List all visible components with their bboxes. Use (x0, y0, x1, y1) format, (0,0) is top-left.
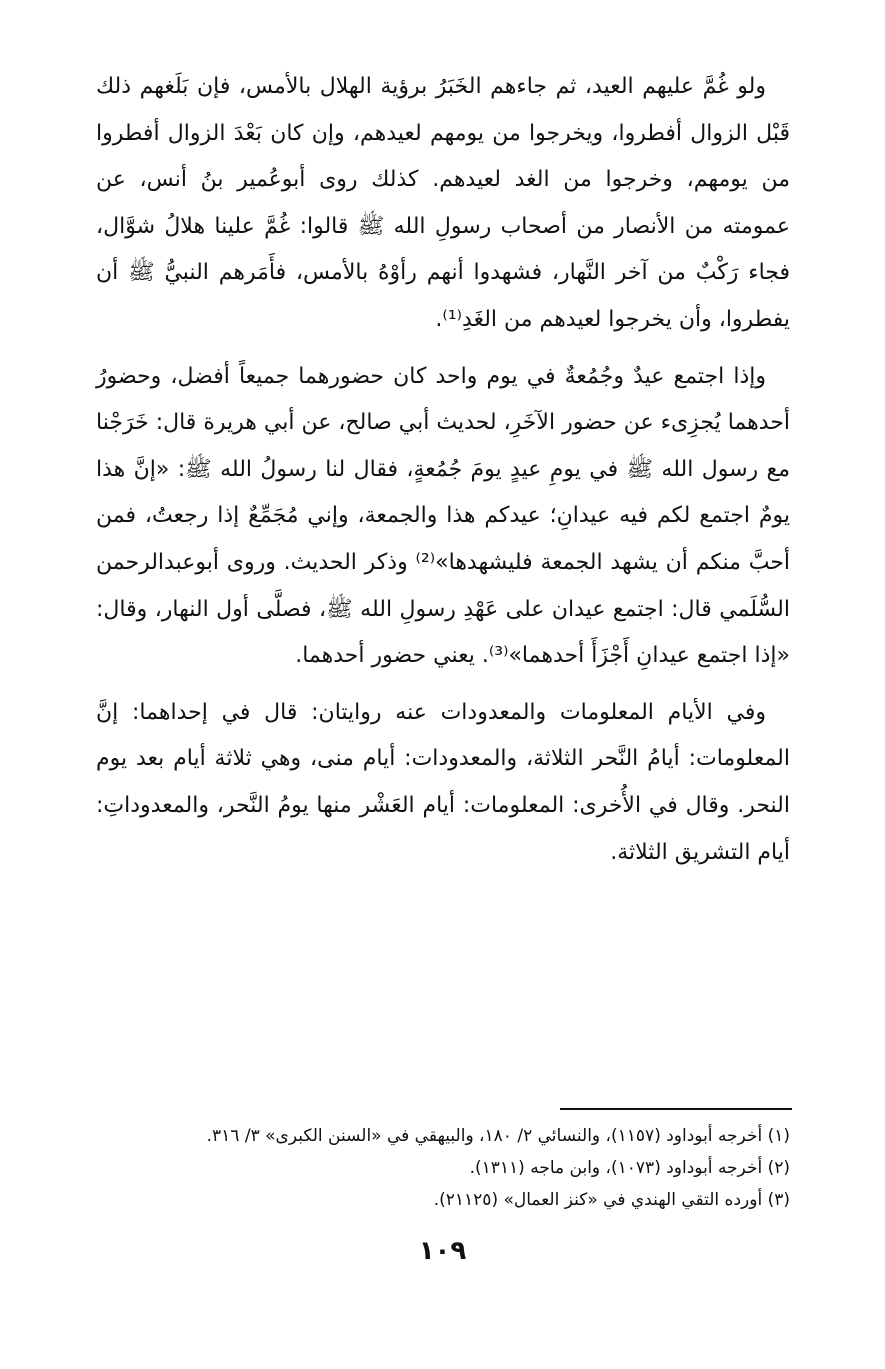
main-text (96, 64, 790, 886)
paragraph-eid-friday: وإذا اجتمع عيدٌ وجُمُعةٌ في يوم واحد كان حضورهما جميعاً أفضل، وحضورُ أحدهما يُجزِىء عن حضور الآخَرِ، لحديث أبي صالح، عن أبي هريرة قال: خَرَجْنا مع رسول الله ﷺ في يومِ عيدٍ يومَ جُمُعةٍ، فقال لنا رسولُ الله ﷺ: «إنَّ هذا يومٌ اجتمع لكم فيه عيدانِ؛ عيدكم هذا والجمعة، وإني مُجَمِّعٌ إذا رجعتُ، فمن أحبَّ منكم أن يشهد الجمعة فليشهدها»⁽²⁾ وذكر الحديث. وروى أبوعبدالرحمن السُّلَمي قال: اجتمع عيدان على عَهْدِ رسولِ الله ﷺ، فصلَّى أول النهار، وقال: «إذا اجتمع عيدانِ أَجْزَأَ أحدهما»⁽³⁾. يعني حضور أحدهما. (96, 363, 791, 669)
paragraph-eid-cloud: ولو غُمَّ عليهم العيد، ثم جاءهم الخَبَرُ برؤية الهلال بالأمس، فإن بَلَغهم ذلك قَبْل الزوال أفطروا، ويخرجوا من يومهم لعيدهم، وإن كان بَعْدَ الزوال أفطروا من يومهم، وخرجوا من الغد لعيدهم. كذلك روى أبوعُمير بنُ أنس، عن عمومته من الأنصار من أصحاب رسولِ الله ﷺ قالوا: غُمَّ علينا هلالُ شوَّال، فجاء رَكْبٌ من آخر النَّهار، فشهدوا أنهم رأوْهُ بالأمس، فأَمَرهم النبيُّ ﷺ أن يفطروا، وأن يخرجوا لعيدهم من الغَدِ⁽¹⁾. (96, 74, 790, 332)
paragraph-known-counted-days: وفي الأيام المعلومات والمعدودات عنه روايتان: قال في إحداهما: إنَّ المعلومات: أيامُ النَّحر الثلاثة، والمعدودات: أيام منى، وهي ثلاثة أيام بعد يوم النحر. وقال في الأُخرى: المعلومات: أيام العَشْر منها يومُ النَّحر، والمعدوداتِ: أيام التشريق الثلاثة. (96, 699, 790, 865)
footnote-2: (٢) أخرجه أبوداود (١٠٧٣)، وابن ماجه (١٣١١). (469, 1158, 790, 1178)
page-number: ١٠٩ (418, 1236, 467, 1266)
footnote-separator (560, 1108, 792, 1110)
footnotes (96, 1120, 790, 1216)
footnote-3: (٣) أورده التقي الهندي في «كنز العمال» (٢١١٢٥). (433, 1190, 790, 1210)
footnote-1: (١) أخرجه أبوداود (١١٥٧)، والنسائي ٢/ ١٨٠، والبيهقي في «السنن الكبرى» ٣/ ٣١٦. (206, 1126, 790, 1146)
